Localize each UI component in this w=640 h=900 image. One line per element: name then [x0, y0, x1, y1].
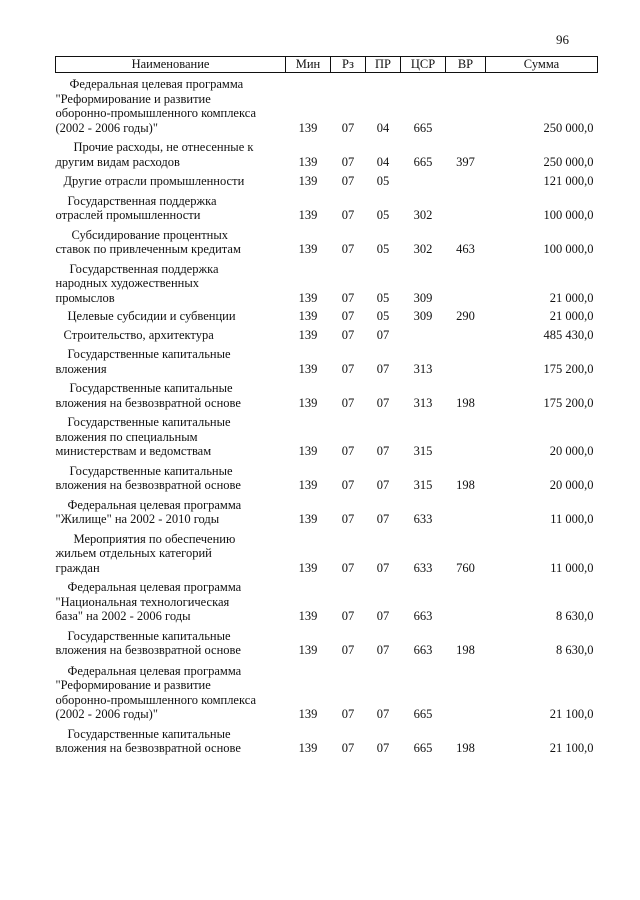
cell-csr: 665: [413, 707, 433, 721]
page-number: 96: [556, 32, 569, 47]
cell-csr: 663: [413, 609, 433, 623]
row-name-line: вложения на безвозвратной основе: [55, 478, 241, 492]
cell-rz: 07: [341, 208, 355, 222]
cell-min: 139: [298, 242, 318, 256]
cell-min: 139: [298, 290, 318, 305]
row-name: [56, 225, 286, 259]
cell-pr: 05: [376, 242, 390, 256]
row-name-line: Федеральная целевая программа: [67, 580, 242, 594]
cell-min: 139: [298, 309, 318, 323]
header-vr: ВР: [446, 57, 486, 73]
table-row: [56, 626, 598, 660]
row-name-line: "Жилище" на 2002 - 2010 годы: [55, 512, 220, 526]
row-name: [56, 171, 286, 191]
row-name: [56, 724, 286, 758]
cell-pr: 05: [376, 309, 390, 323]
cell-rz: 07: [341, 395, 355, 410]
table-row: [56, 495, 598, 529]
cell-sum: 8 630,0: [556, 609, 594, 623]
header-csr: ЦСР: [401, 57, 446, 73]
row-name-line: другим видам расходов: [55, 154, 180, 169]
cell-rz: 07: [341, 444, 355, 458]
row-name-line: промыслов: [55, 290, 115, 305]
cell-vr: [446, 344, 486, 378]
row-name-line: Федеральная целевая программа: [67, 497, 242, 512]
row-name-line: Целевые субсидии и субвенции: [67, 309, 236, 323]
row-name-line: Субсидирование процентных: [71, 227, 229, 242]
cell-sum: 21 100,0: [549, 707, 594, 721]
table-row: [56, 378, 598, 412]
cell-vr: [446, 660, 486, 724]
row-name-line: (2002 - 2006 годы)": [55, 707, 158, 721]
cell-sum: 250 000,0: [543, 154, 594, 169]
row-name: [56, 660, 286, 724]
row-name-line: Строительство, архитектура: [63, 327, 214, 342]
cell-min: 139: [298, 512, 318, 526]
cell-vr: 463: [456, 242, 475, 256]
cell-sum: 11 000,0: [550, 560, 594, 575]
cell-min: 139: [298, 120, 318, 135]
cell-rz: 07: [341, 154, 355, 169]
cell-rz: 07: [341, 327, 355, 342]
header-min: Мин: [286, 57, 331, 73]
row-name-line: (2002 - 2006 годы)": [55, 120, 158, 135]
cell-pr: 04: [376, 120, 390, 135]
row-name: [56, 378, 286, 412]
cell-rz: 07: [341, 560, 355, 575]
cell-vr: [446, 259, 486, 308]
cell-vr: 198: [456, 643, 475, 657]
row-name-line: вложения на безвозвратной основе: [55, 741, 241, 755]
cell-csr: 665: [413, 120, 433, 135]
cell-pr: 07: [376, 395, 390, 410]
cell-min: 139: [298, 478, 318, 492]
row-name-line: Федеральная целевая программа: [67, 663, 242, 678]
header-rz: Рз: [331, 57, 366, 73]
cell-sum: 121 000,0: [543, 174, 594, 188]
row-name-line: министерствам и ведомствам: [55, 444, 212, 458]
cell-pr: 07: [376, 741, 390, 755]
cell-pr: 07: [376, 609, 390, 623]
table-row: [56, 73, 598, 138]
cell-pr: 07: [376, 560, 390, 575]
cell-csr: 315: [413, 478, 433, 492]
cell-csr: 309: [413, 309, 433, 323]
row-name-line: "Национальная технологическая: [55, 594, 230, 609]
row-name-line: Другие отрасли промышленности: [63, 174, 245, 188]
header-sum: Сумма: [486, 57, 598, 73]
table-row: [56, 412, 598, 461]
cell-sum: 175 200,0: [543, 395, 594, 410]
cell-sum: 100 000,0: [543, 242, 594, 256]
cell-rz: 07: [341, 609, 355, 623]
header-pr: ПР: [366, 57, 401, 73]
cell-min: 139: [298, 741, 318, 755]
cell-csr: 633: [413, 512, 433, 526]
cell-vr: [446, 495, 486, 529]
cell-sum: 485 430,0: [543, 327, 594, 342]
row-name: [56, 344, 286, 378]
cell-sum: 21 000,0: [549, 290, 594, 305]
cell-sum: 250 000,0: [543, 120, 594, 135]
cell-rz: 07: [341, 512, 355, 526]
row-name-line: Государственные капитальные: [67, 628, 231, 643]
row-name: [56, 529, 286, 578]
row-name-line: Государственные капитальные: [69, 463, 233, 478]
cell-min: 139: [298, 208, 318, 222]
row-name-line: вложения на безвозвратной основе: [55, 395, 241, 410]
cell-min: 139: [298, 560, 318, 575]
row-name: [56, 137, 286, 171]
table-row: [56, 577, 598, 626]
cell-min: 139: [298, 707, 318, 721]
budget-table: [55, 56, 598, 758]
cell-csr: 302: [413, 242, 433, 256]
cell-rz: 07: [341, 707, 355, 721]
row-name-line: народных художественных: [55, 276, 199, 290]
row-name-line: граждан: [55, 560, 100, 575]
row-name-line: "Реформирование и развитие: [55, 91, 211, 106]
table-row: [56, 326, 598, 345]
cell-pr: 07: [376, 478, 390, 492]
cell-vr: 198: [456, 395, 475, 410]
row-name: [56, 577, 286, 626]
cell-vr: 397: [456, 154, 475, 169]
cell-min: 139: [298, 395, 318, 410]
cell-pr: 07: [376, 643, 390, 657]
cell-sum: 21 100,0: [549, 741, 594, 755]
cell-vr: 198: [456, 478, 475, 492]
cell-csr: 665: [413, 741, 433, 755]
table-row: [56, 660, 598, 724]
row-name-line: Мероприятия по обеспечению: [73, 531, 236, 546]
row-name-line: база" на 2002 - 2006 годы: [55, 609, 191, 623]
cell-rz: 07: [341, 174, 355, 188]
cell-rz: 07: [341, 741, 355, 755]
cell-vr: 760: [456, 560, 475, 575]
cell-min: 139: [298, 154, 318, 169]
cell-rz: 07: [341, 120, 355, 135]
row-name-line: вложения на безвозвратной основе: [55, 643, 241, 657]
cell-min: 139: [298, 444, 318, 458]
row-name-line: Государственные капитальные: [69, 381, 233, 395]
row-name: [56, 326, 286, 345]
cell-sum: 20 000,0: [549, 444, 594, 458]
cell-pr: 04: [376, 154, 390, 169]
cell-min: 139: [298, 174, 318, 188]
row-name-line: отраслей промышленности: [55, 208, 201, 222]
row-name-line: жильем отдельных категорий: [55, 546, 212, 560]
cell-pr: 07: [376, 327, 390, 342]
row-name-line: Государственные капитальные: [67, 726, 231, 741]
cell-csr: 315: [413, 444, 433, 458]
table-row: [56, 307, 598, 326]
cell-sum: 8 630,0: [556, 643, 594, 657]
cell-min: 139: [298, 361, 318, 376]
cell-csr: 313: [413, 361, 433, 376]
table-row: [56, 529, 598, 578]
row-name-line: вложения: [55, 361, 107, 376]
cell-vr: 290: [456, 309, 475, 323]
cell-csr: 309: [413, 290, 433, 305]
cell-sum: 100 000,0: [543, 208, 594, 222]
table-body: [56, 73, 598, 758]
cell-sum: 20 000,0: [549, 478, 594, 492]
row-name-line: ставок по привлеченным кредитам: [55, 242, 241, 256]
row-name-line: оборонно-промышленного комплекса: [55, 692, 256, 707]
cell-min: 139: [298, 643, 318, 657]
row-name: [56, 461, 286, 495]
cell-pr: 07: [376, 361, 390, 376]
cell-csr: [401, 326, 446, 345]
cell-vr: [446, 191, 486, 225]
cell-vr: [446, 412, 486, 461]
cell-vr: 198: [456, 741, 475, 755]
table-row: [56, 724, 598, 758]
cell-pr: 05: [376, 290, 390, 305]
cell-csr: 313: [413, 395, 433, 410]
table-row: [56, 225, 598, 259]
cell-rz: 07: [341, 478, 355, 492]
cell-sum: 175 200,0: [543, 361, 594, 376]
row-name-line: вложения по специальным: [55, 429, 198, 444]
row-name-line: Государственные капитальные: [67, 415, 231, 429]
cell-pr: 07: [376, 512, 390, 526]
row-name: [56, 495, 286, 529]
cell-csr: 665: [413, 154, 433, 169]
table-row: [56, 461, 598, 495]
table-row: [56, 171, 598, 191]
row-name: [56, 307, 286, 326]
row-name: [56, 73, 286, 138]
cell-rz: 07: [341, 290, 355, 305]
cell-min: 139: [298, 609, 318, 623]
cell-vr: [446, 326, 486, 345]
row-name-line: Прочие расходы, не отнесенные к: [73, 140, 254, 154]
table-header-row: [56, 57, 598, 73]
cell-sum: 11 000,0: [550, 512, 594, 526]
row-name-line: Государственная поддержка: [69, 261, 219, 276]
cell-csr: 633: [413, 560, 433, 575]
cell-vr: [446, 73, 486, 138]
cell-rz: 07: [341, 242, 355, 256]
row-name: [56, 191, 286, 225]
table-row: [56, 137, 598, 171]
cell-csr: 302: [413, 208, 433, 222]
cell-rz: 07: [341, 309, 355, 323]
cell-csr: [401, 171, 446, 191]
cell-rz: 07: [341, 361, 355, 376]
table-row: [56, 259, 598, 308]
row-name-line: Федеральная целевая программа: [69, 77, 244, 91]
row-name-line: Государственные капитальные: [67, 347, 231, 361]
row-name: [56, 626, 286, 660]
table-row: [56, 344, 598, 378]
header-name: Наименование: [56, 57, 286, 73]
cell-sum: 21 000,0: [549, 309, 594, 323]
cell-vr: [446, 577, 486, 626]
cell-pr: 07: [376, 707, 390, 721]
cell-vr: [446, 171, 486, 191]
cell-min: 139: [298, 327, 318, 342]
cell-pr: 05: [376, 208, 390, 222]
table-row: [56, 191, 598, 225]
row-name: [56, 259, 286, 308]
cell-pr: 05: [376, 174, 390, 188]
cell-rz: 07: [341, 643, 355, 657]
cell-csr: 663: [413, 643, 433, 657]
row-name-line: Государственная поддержка: [67, 193, 217, 208]
row-name: [56, 412, 286, 461]
cell-pr: 07: [376, 444, 390, 458]
row-name-line: оборонно-промышленного комплекса: [55, 106, 256, 120]
row-name-line: "Реформирование и развитие: [55, 678, 211, 692]
